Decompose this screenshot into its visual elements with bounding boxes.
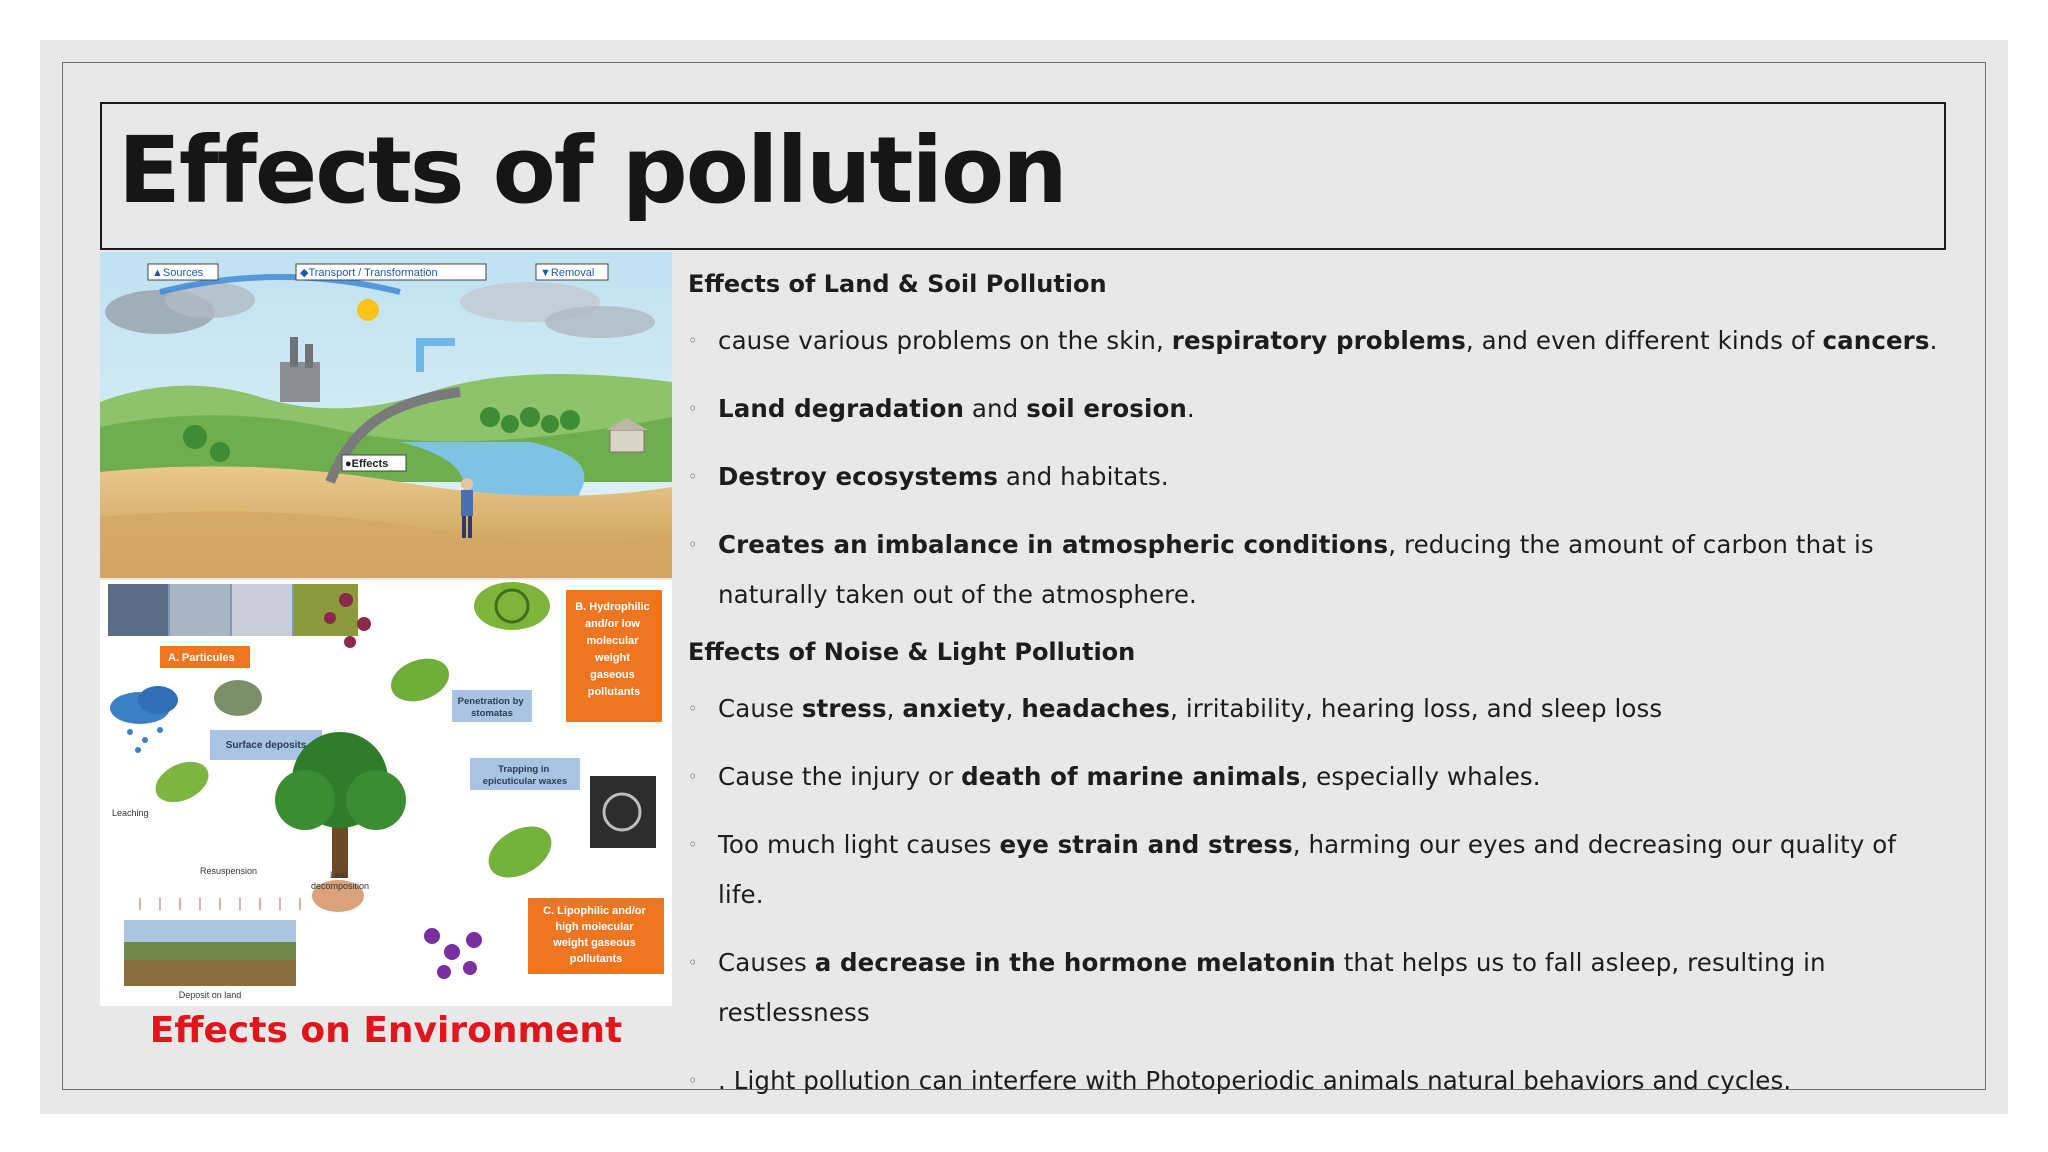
box-b-line-3: molecular bbox=[586, 635, 639, 647]
image-caption: Effects on Environment bbox=[149, 1010, 623, 1051]
bullet-item bbox=[688, 938, 1948, 1038]
leaf-decomposition-line-1: Leaf bbox=[329, 870, 348, 880]
trapping-line-1: Trapping in bbox=[498, 764, 550, 775]
box-b-line-2: and/or low bbox=[584, 618, 640, 630]
section-heading: Effects of Land & Soil Pollution bbox=[688, 270, 1107, 298]
penetration-line-1: Penetration by bbox=[457, 696, 524, 707]
bullet-text: . bbox=[1929, 326, 1938, 355]
box-c-line-1: C. Lipophilic and/or bbox=[543, 905, 646, 917]
section-land-soil bbox=[688, 270, 1948, 620]
bullet-item bbox=[688, 520, 1948, 620]
bullet-marker-icon: ◦ bbox=[688, 467, 698, 486]
leaching-label: Leaching bbox=[112, 808, 149, 818]
bullet-emphasis: eye strain and stress bbox=[999, 830, 1293, 859]
penetration-line-2: stomatas bbox=[471, 708, 513, 719]
box-c-line-4: pollutants bbox=[569, 953, 623, 965]
bullet-emphasis: respiratory problems bbox=[1171, 326, 1466, 355]
bullet-text: . bbox=[1186, 394, 1195, 423]
section-heading: Effects of Noise & Light Pollution bbox=[688, 638, 1136, 666]
box-b-line-4: weight bbox=[595, 652, 630, 664]
box-c-line-3: weight gaseous bbox=[553, 937, 636, 949]
bullet-item bbox=[688, 752, 1948, 802]
title-box bbox=[100, 102, 1946, 250]
bullet-emphasis: Land degradation bbox=[718, 394, 965, 423]
bullet-text: , bbox=[886, 694, 903, 723]
pollution-cycle-diagram bbox=[100, 252, 672, 578]
content-area bbox=[688, 270, 1948, 1124]
tag-sources: ▲Sources bbox=[152, 267, 204, 279]
bullet-item bbox=[688, 1056, 1948, 1106]
box-b-line-1: B. Hydrophilic bbox=[575, 601, 650, 613]
bullet-text: , especially whales. bbox=[1300, 762, 1541, 791]
bullet-text: and habitats. bbox=[998, 462, 1169, 491]
box-b-line-5: gaseous bbox=[590, 669, 635, 681]
slide-title: Effects of pollution bbox=[118, 117, 1066, 224]
bullet-marker-icon: ◦ bbox=[688, 331, 698, 350]
bullet-item bbox=[688, 820, 1948, 920]
bullet-text: , irritability, hearing loss, and sleep loss bbox=[1170, 694, 1663, 723]
bullet-marker-icon: ◦ bbox=[688, 699, 698, 718]
bullet-marker-icon: ◦ bbox=[688, 835, 698, 854]
bullet-text: , reducing the amount of carbon that is naturally taken out of the atmosphere. bbox=[718, 530, 1874, 609]
bullet-text: Cause the injury or bbox=[718, 762, 962, 791]
vegetation-deposition-illustration bbox=[100, 580, 672, 1006]
bullet-item bbox=[688, 452, 1948, 502]
tag-removal: ▼Removal bbox=[540, 267, 595, 279]
bullet-text: Causes bbox=[718, 948, 815, 977]
bullet-marker-icon: ◦ bbox=[688, 535, 698, 554]
section-noise-light bbox=[688, 638, 1948, 1106]
bullet-text: Too much light causes bbox=[718, 830, 1000, 859]
bullet-emphasis: death of marine animals bbox=[961, 762, 1301, 791]
box-a-label: A. Particules bbox=[168, 652, 235, 664]
bullet-emphasis: Destroy ecosystems bbox=[718, 462, 999, 491]
bullet-text: and bbox=[964, 394, 1027, 423]
bullet-text: , harming our eyes and decreasing our quality of life. bbox=[718, 830, 1897, 909]
bullet-marker-icon: ◦ bbox=[688, 953, 698, 972]
bullet-emphasis: headaches bbox=[1021, 694, 1171, 723]
bullet-text: cause various problems on the skin, bbox=[718, 326, 1172, 355]
surface-deposits-label: Surface deposits bbox=[225, 740, 307, 751]
bullet-text: , and even different kinds of bbox=[1465, 326, 1823, 355]
bullet-marker-icon: ◦ bbox=[688, 399, 698, 418]
bullet-emphasis: stress bbox=[801, 694, 887, 723]
bullet-item bbox=[688, 684, 1948, 734]
leaf-decomposition-line-2: decomposition bbox=[310, 881, 370, 891]
bullet-item bbox=[688, 316, 1948, 366]
pollution-cycle-illustration bbox=[100, 252, 672, 578]
bullet-text: , bbox=[1005, 694, 1022, 723]
bullet-marker-icon: ◦ bbox=[688, 1071, 698, 1090]
bullet-list bbox=[688, 316, 1948, 620]
deposit-on-land-label: Deposit on land bbox=[178, 990, 242, 1000]
tag-transport: ◆Transport / Transformation bbox=[300, 267, 438, 279]
bullet-emphasis: a decrease in the hormone melatonin bbox=[814, 948, 1336, 977]
bullet-emphasis: anxiety bbox=[902, 694, 1006, 723]
box-c-line-2: high molecular bbox=[555, 921, 634, 933]
bullet-emphasis: cancers bbox=[1822, 326, 1930, 355]
box-b-line-6: pollutants bbox=[587, 686, 641, 698]
trapping-line-2: epicuticular waxes bbox=[482, 776, 568, 787]
bullet-text: that helps us to fall asleep, resulting in restlessness bbox=[718, 948, 1826, 1027]
tag-effects: ●Effects bbox=[345, 458, 389, 470]
bullet-text: . Light pollution can interfere with Photoperiodic animals natural behaviors and cycles. bbox=[718, 1066, 1792, 1095]
vegetation-deposition-diagram bbox=[100, 580, 672, 1006]
bullet-emphasis: soil erosion bbox=[1026, 394, 1187, 423]
bullet-marker-icon: ◦ bbox=[688, 767, 698, 786]
bullet-item bbox=[688, 384, 1948, 434]
bullet-emphasis: Creates an imbalance in atmospheric conditions bbox=[718, 530, 1389, 559]
bullet-list bbox=[688, 684, 1948, 1106]
resuspension-label: Resuspension bbox=[200, 866, 258, 876]
bullet-text: Cause bbox=[718, 694, 802, 723]
